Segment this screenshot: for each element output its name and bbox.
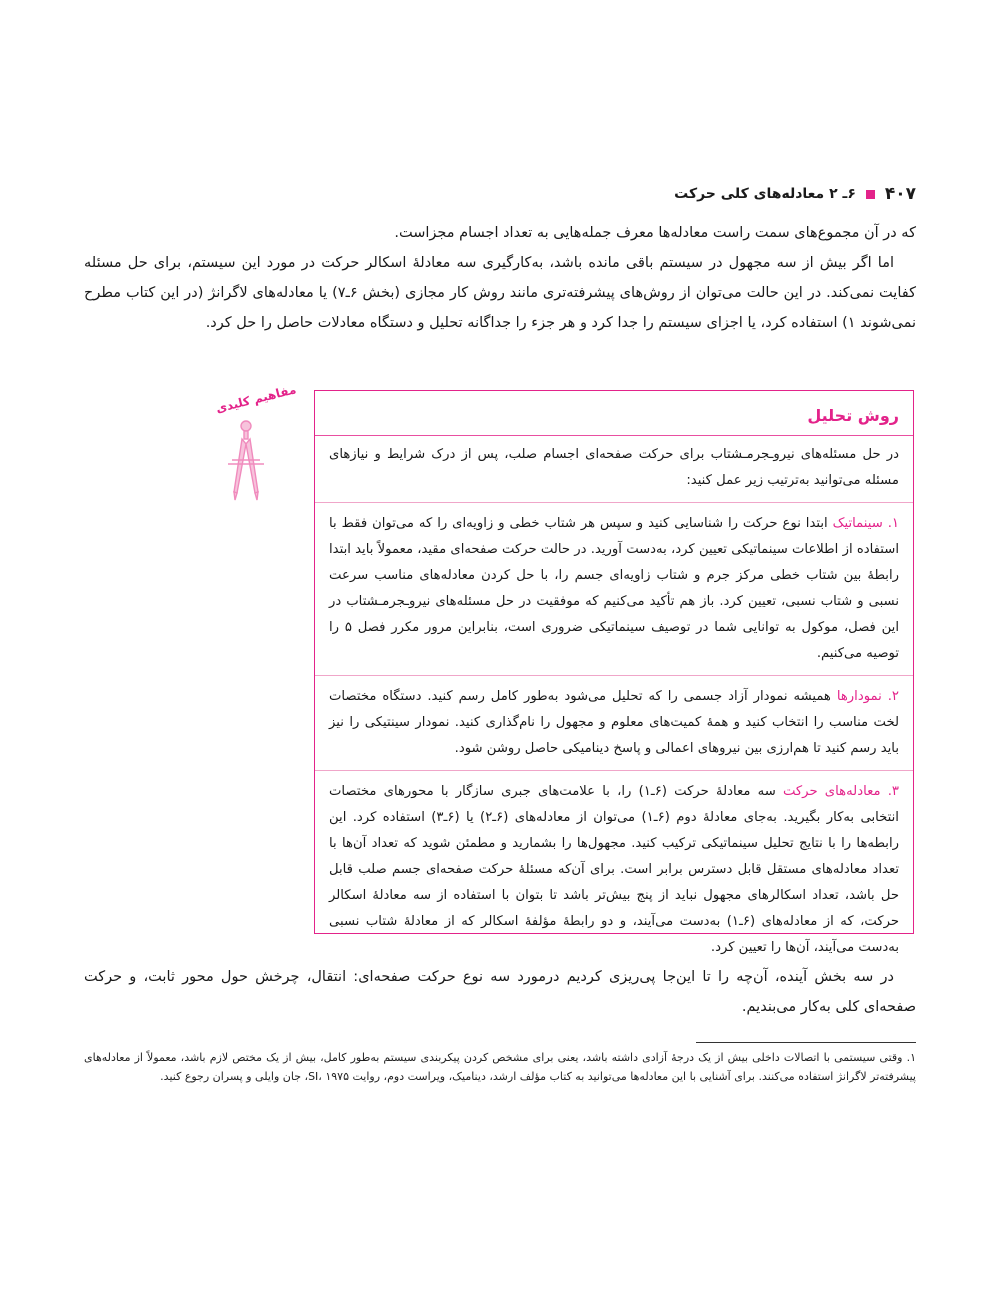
item-1-label: ۱. سینماتیک	[832, 516, 899, 531]
outro-paragraph: در سه بخش آینده، آن‌چه را تا این‌جا پی‌ریزی کردیم درمورد سه نوع حرکت صفحه‌ای: انتقال، چرخش حول محور ثابت، و حرکت صفحه‌ای کلی به‌کار می‌بندیم.	[84, 969, 916, 1015]
box-divider	[315, 770, 913, 771]
box-title-divider	[315, 435, 913, 436]
compass-icon	[210, 392, 302, 512]
box-item-2	[329, 684, 899, 762]
box-item-1	[329, 511, 899, 667]
item-3-text: سه معادلهٔ حرکت (۶ـ۱) را، با علامت‌های جبری سازگار با محورهای مختصات انتخابی به‌کار بگیرید. به‌جای معادلهٔ دوم (۶ـ۱) می‌توان از معادله‌های (۶ـ۲) یا (۶ـ۳) استفاده کرد. این رابطه‌ها را با نتایج تحلیل سینماتیکی ترکیب کنید. مجهول‌ها را بشمارید و مطمئن شوید که تعداد آن‌ها با تعداد معادله‌های مستقل قابل دسترس برابر است. برای آن‌که مسئلهٔ حرکت صفحه‌ای جسم صلب قابل حل باشد، تعداد اسکالرهای مجهول نباید از پنج بیش‌تر باشد تا بتوان با استفاده از سه معادلهٔ اسکالر حرکت، که از معادله‌های (۶ـ۱) به‌دست می‌آیند، و دو رابطهٔ مؤلفهٔ اسکالر که از معادلهٔ شتاب نسبی به‌دست می‌آیند، آن‌ها را تعیین کرد.	[329, 784, 899, 955]
page-number: ۴۰۷	[884, 184, 916, 204]
item-1-text: ابتدا نوع حرکت را شناسایی کنید و سپس هر شتاب خطی و زاویه‌ای را که می‌توان فقط با استفاده از اطلاعات سینماتیکی تعیین کرد، به‌دست آورید. در حالت حرکت صفحه‌ای مقید، معمولاً باید ابتدا رابطهٔ بین شتاب خطی مرکز جرم و شتاب زاویه‌ای جسم را، با حل کردن معادله‌های مناسب سرعت نسبی و شتاب نسبی، تعیین کرد. باز هم تأکید می‌کنیم که موفقیت در حل مسئله‌های نیروـجرمـشتاب در این فصل، موکول به توانایی شما در توصیف سینماتیکی ضروری است، بنابراین مرور مکرر فصل ۵ را توصیه می‌کنیم.	[329, 516, 899, 661]
box-item-3	[329, 779, 899, 961]
item-2-label: ۲. نمودارها	[836, 689, 899, 704]
item-3-label: ۳. معادله‌های حرکت	[782, 784, 899, 799]
running-header	[84, 180, 916, 208]
footnote-rule	[696, 1042, 916, 1043]
intro-paragraph-2: اما اگر بیش از سه مجهول در سیستم باقی مانده باشد، به‌کارگیری سه معادلهٔ اسکالر حرکت در مورد این سیستم، برای حل مسئله کفایت نمی‌کند. در این حالت می‌توان از روش‌های پیشرفته‌تری مانند روش کار مجازی (بخش ۶ـ۷) یا معادله‌های لاگرانژ (در این کتاب مطرح نمی‌شوند ۱) استفاده کرد، یا اجزای سیستم را جدا کرد و هر جزء را جداگانه تحلیل و دستگاه معادلات حاصل را حل کرد.	[84, 255, 916, 331]
analysis-method-box	[314, 390, 914, 955]
intro-text	[84, 218, 916, 338]
key-concepts-label: مفاهیم کلیدی	[214, 382, 298, 416]
key-concepts-marker	[210, 382, 302, 512]
box-divider	[315, 675, 913, 676]
section-title: ۶ـ ۲ معادله‌های کلی حرکت	[674, 186, 856, 202]
box-intro: در حل مسئله‌های نیروـجرمـشتاب برای حرکت صفحه‌ای اجسام صلب، پس از درک شرایط و نیازهای مسئله می‌توانید به‌ترتیب زیر عمل کنید:	[329, 447, 899, 488]
box-title: روش تحلیل	[807, 406, 899, 425]
box-divider	[315, 502, 913, 503]
footnote: ۱. وقتی سیستمی با اتصالات داخلی بیش از یک درجهٔ آزادی داشته باشد، یعنی برای مشخص کردن پیکربندی سیستم به‌طور کامل، بیش از یک مختص لازم باشد، معمولاً از معادله‌های پیشرفته‌تر لاگرانژ استفاده می‌کنند. برای آشنایی با این معادله‌ها می‌توانید به کتاب مؤلف ارشد، دینامیک، ویراست دوم، روایت SI، ۱۹۷۵، جان وایلی و پسران رجوع کنید.	[84, 1051, 916, 1083]
header-square-marker	[866, 190, 875, 199]
intro-line-1: که در آن مجموع‌های سمت راست معادله‌ها معرف جمله‌هایی به تعداد اجسام مجزاست.	[394, 225, 916, 241]
outro-text	[84, 962, 916, 1022]
item-2-text: همیشه نمودار آزاد جسمی را که تحلیل می‌شود به‌طور کامل رسم کنید. دستگاه مختصات لخت مناسب را انتخاب کنید و همهٔ کمیت‌های معلوم و مجهول را نام‌گذاری کنید. نمودار سینتیکی را نیز باید رسم کنید تا هم‌ارزی بین نیروهای اعمالی و پاسخ دینامیکی حاصل روشن شود.	[329, 689, 899, 756]
